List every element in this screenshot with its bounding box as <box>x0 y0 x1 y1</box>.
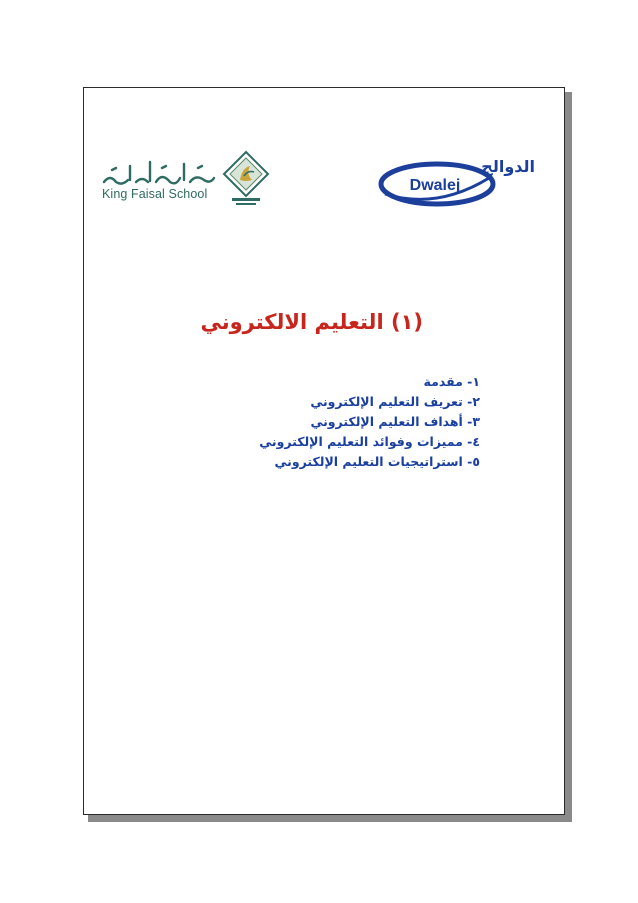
page-title: (١) التعليم الالكتروني <box>200 310 423 334</box>
list-item: ١- مقدمة <box>423 374 480 389</box>
svg-text:مدارس الملك فيصل: مدارس الملك فيصل <box>209 189 218 190</box>
dwalej-arabic-wordmark: الدوالج <box>481 157 535 176</box>
king-faisal-english-wordmark: King Faisal School <box>102 187 208 201</box>
dwalej-english-wordmark: Dwalej <box>409 177 461 194</box>
list-item: ٤- مميزات وفوائد التعليم الإلكتروني <box>259 434 480 449</box>
dwalej-logo <box>377 148 537 208</box>
outline-list <box>259 372 480 472</box>
king-faisal-school-logo <box>100 150 270 220</box>
king-faisal-emblem-icon <box>222 150 270 212</box>
king-faisal-arabic-wordmark <box>100 156 218 190</box>
list-item: ٥- استراتيجيات التعليم الإلكتروني <box>274 454 480 469</box>
list-item: ٢- تعريف التعليم الإلكتروني <box>310 394 480 409</box>
list-item: ٣- أهداف التعليم الإلكتروني <box>310 414 480 429</box>
